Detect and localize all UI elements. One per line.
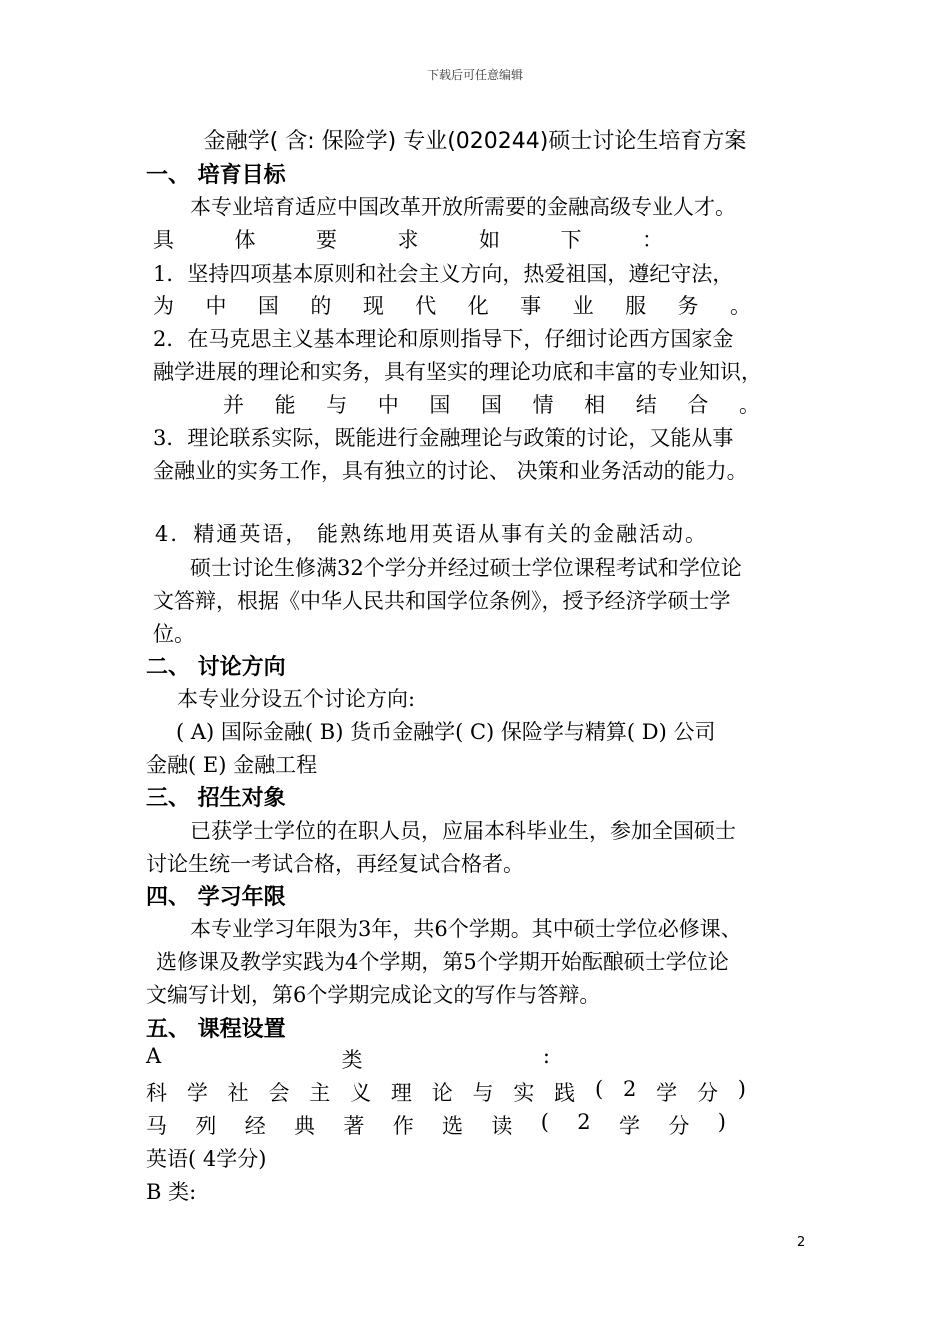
char: 代	[415, 294, 437, 318]
char: 科	[146, 1081, 167, 1105]
section-3-line-1: 已获学士学位的在职人员，应届本科毕业生，参加全国硕士	[190, 819, 736, 843]
document-title: 金融学( 含: 保险学) 专业(020244)硕士讨论生培育方案	[203, 129, 747, 154]
char: 2	[622, 1077, 637, 1101]
char: 化	[467, 294, 489, 318]
char: 的	[310, 294, 332, 318]
char: 理	[390, 1081, 412, 1105]
char: )	[717, 1110, 726, 1134]
char: 与	[326, 393, 348, 417]
char: 论	[431, 1081, 453, 1105]
char: 。	[738, 393, 760, 417]
char: 类	[341, 1048, 363, 1072]
course-category-a-label	[146, 1044, 550, 1074]
char: 马	[146, 1114, 167, 1138]
section-1-heading: 一、 培育目标	[146, 163, 286, 188]
char: 社	[227, 1081, 249, 1105]
section-1-item-3-line-b: 金融业的实务工作，具有独立的讨论、 决策和业务活动的能力。	[153, 459, 748, 483]
char: 与	[472, 1081, 494, 1105]
char: 并	[223, 393, 244, 417]
course-line-1	[146, 1077, 746, 1107]
section-2-directions-line-1: ( A) 国际金融( B) 货币金融学( C) 保险学与精算( D) 公司	[176, 720, 716, 744]
section-1-intro: 本专业培育适应中国改革开放所需要的金融高级专业人才。	[190, 195, 736, 219]
char: 。	[729, 294, 751, 318]
char: 作	[392, 1114, 414, 1138]
degree-text-line-b: 文答辩，根据《中华人民共和国学位条例》，授予经济学硕士学	[153, 589, 731, 613]
section-1-item-4: 4．精通英语， 能熟练地用英语从事有关的金融活动。	[155, 522, 709, 546]
course-line-2	[146, 1110, 726, 1140]
char: 国	[429, 393, 451, 417]
char: 典	[294, 1114, 316, 1138]
char: 经	[244, 1114, 266, 1138]
char: 现	[362, 294, 384, 318]
char: 具	[153, 228, 174, 252]
char: (	[594, 1077, 604, 1101]
char: 著	[343, 1114, 365, 1138]
char: 要	[316, 228, 337, 252]
char: 分	[668, 1114, 690, 1138]
char: 能	[274, 393, 296, 417]
section-4-heading: 四、 学习年限	[146, 885, 286, 910]
page-header: 下载后可任意编辑	[426, 68, 523, 82]
char: 学	[186, 1081, 208, 1105]
char: 学	[656, 1081, 678, 1105]
section-3-line-2: 讨论生统一考试合格，再经复试合格者。	[146, 852, 524, 876]
char: 务	[677, 294, 699, 318]
char: 相	[584, 393, 606, 417]
section-4-line-2: 选修课及教学实践为4个学期，第5个学期开始酝酿硕士学位论	[156, 950, 729, 974]
char: 学	[619, 1114, 641, 1138]
char: 列	[195, 1114, 217, 1138]
page-number: 2	[797, 1235, 806, 1250]
section-1-spec-line	[153, 224, 663, 254]
char: 国	[257, 294, 279, 318]
section-4-line-1: 本专业学习年限为3年，共6个学期。其中硕士学位必修课、	[190, 917, 742, 941]
char: 中	[205, 294, 227, 318]
section-2-intro: 本专业分设五个讨论方向:	[177, 687, 416, 711]
section-3-heading: 三、 招生对象	[146, 786, 286, 811]
char: 合	[687, 393, 709, 417]
char: 选	[442, 1114, 464, 1138]
char: 义	[350, 1081, 372, 1105]
char: 求	[397, 228, 419, 252]
section-1-item-3-line-a: 3．理论联系实际，既能进行金融理论与政策的讨论，又能从事	[153, 426, 734, 450]
section-1-item-2-line-c	[223, 389, 760, 419]
char: 分	[696, 1081, 718, 1105]
char: (	[540, 1110, 549, 1134]
section-2-directions-line-2: 金融( E) 金融工程	[146, 753, 318, 777]
course-line-3: 英语( 4学分)	[146, 1147, 267, 1171]
char: 中	[377, 393, 399, 417]
section-1-item-1-line-b	[153, 290, 751, 320]
degree-text-line-c: 位。	[153, 622, 195, 646]
char: ：	[642, 228, 663, 252]
section-2-heading: 二、 讨论方向	[146, 655, 286, 680]
section-1-item-2-line-a: 2．在马克思主义基本理论和原则指导下，仔细讨论西方国家金	[153, 327, 734, 351]
char: 服	[625, 294, 647, 318]
char: 体	[234, 228, 256, 252]
char: 为	[153, 294, 174, 318]
char: A	[146, 1044, 162, 1068]
char: 结	[635, 393, 657, 417]
section-1-item-2-line-b: 融学进展的理论和实务，具有坚实的理论功底和丰富的专业知识，	[153, 360, 762, 384]
course-category-b-label: B 类:	[146, 1180, 197, 1204]
char: 业	[572, 294, 594, 318]
char: 2	[577, 1110, 591, 1134]
char: 践	[554, 1081, 576, 1105]
char: 读	[491, 1114, 513, 1138]
char: 情	[532, 393, 554, 417]
section-1-item-1-line-a: 1．坚持四项基本原则和社会主义方向，热爱祖国，遵纪守法，	[153, 262, 734, 286]
char: 主	[309, 1081, 331, 1105]
char: 国	[480, 393, 502, 417]
char: )	[737, 1077, 746, 1101]
char: 如	[479, 228, 500, 252]
section-4-line-3: 文编写计划，第6个学期完成论文的写作与答辩。	[146, 983, 601, 1007]
char: 下	[560, 228, 582, 252]
char: 事	[520, 294, 542, 318]
char: 会	[268, 1081, 290, 1105]
char: 实	[513, 1081, 535, 1105]
section-5-heading: 五、 课程设置	[146, 1017, 286, 1042]
degree-text-line-a: 硕士讨论生修满32个学分并经过硕士学位课程考试和学位论	[190, 556, 742, 580]
char: :	[542, 1044, 550, 1068]
